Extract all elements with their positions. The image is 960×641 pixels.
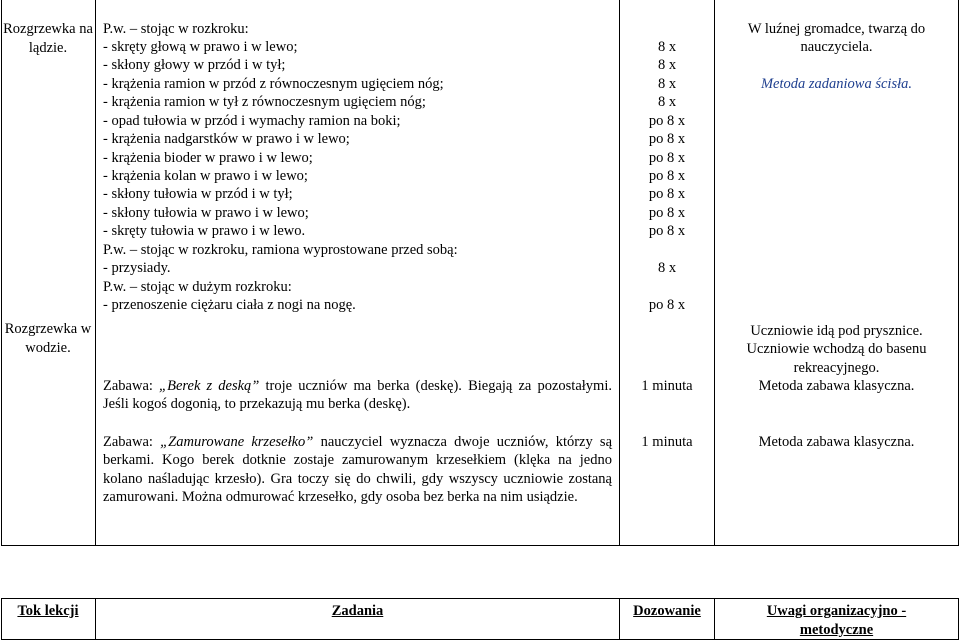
dosage-value: 1 minuta <box>641 378 693 394</box>
table-border-bottom <box>1 545 959 546</box>
task-line: - krążenia nadgarstków w prawo i w lewo; <box>103 131 350 147</box>
note-method: Metoda zadaniowa ścisła. <box>760 76 913 92</box>
header-uwagi: Uwagi organizacyjno - <box>766 603 907 619</box>
dosage-value: 8 x <box>657 39 677 55</box>
dosage-value: 8 x <box>657 57 677 73</box>
game-prefix: Zabawa: <box>103 378 160 394</box>
dosage-value: po 8 x <box>648 205 686 221</box>
dosage-value: po 8 x <box>648 168 686 184</box>
task-line: - skłony głowy w przód i w tył; <box>103 57 286 73</box>
dosage-value: 1 minuta <box>641 434 693 450</box>
dosage-value: po 8 x <box>648 297 686 313</box>
note-method: Metoda zabawa klasyczna. <box>758 378 915 394</box>
game-text: nauczyciel wyznacza dwoje uczniów, którzy są berkami. Kogo berek dotknie zostaje zamurowanym krzesełkiem (klęka na jedno kolano naśladując krzesło). Gra toczy się do chwili, gdy wszyscy uczniowie zostaną zamurowani. Można odmurować krzesełko, gdy osoba bez berka na nim usiądzie. <box>103 434 612 505</box>
footer-border-right <box>958 598 959 640</box>
game-name: „Berek z deską” <box>159 378 260 394</box>
task-line: P.w. – stojąc w rozkroku, ramiona wyprostowane przed sobą: <box>103 242 458 258</box>
task-line: - skłony tułowia w prawo i w lewo; <box>103 205 309 221</box>
header-dozowanie: Dozowanie <box>633 603 701 619</box>
dosage-value: po 8 x <box>648 186 686 202</box>
game-krzeselko-description <box>103 433 612 506</box>
dosage-value: 8 x <box>657 94 677 110</box>
task-line: - przenoszenie ciężaru ciała z nogi na nogę. <box>103 297 356 313</box>
note-line: Uczniowie idą pod prysznice. <box>750 323 923 339</box>
header-zadania: Zadania <box>331 603 384 619</box>
table-divider-1 <box>95 0 96 546</box>
dosage-value: po 8 x <box>648 131 686 147</box>
footer-border-top <box>1 598 959 599</box>
dosage-value: 8 x <box>657 260 677 276</box>
dosage-value: po 8 x <box>648 150 686 166</box>
table-border-left <box>1 0 2 546</box>
game-name: „Zamurowane krzesełko” <box>160 434 314 450</box>
task-line: - krążenia ramion w przód z równoczesnym ugięciem nóg; <box>103 76 444 92</box>
table-border-right <box>958 0 959 546</box>
dosage-value: 8 x <box>657 76 677 92</box>
phase-cell: Rozgrzewka na lądzie. <box>3 21 93 56</box>
note-line: W luźnej gromadce, twarzą do <box>747 21 926 37</box>
header-tok-lekcji: Tok lekcji <box>17 603 79 619</box>
note-line: Uczniowie wchodzą do basenu <box>746 341 927 357</box>
task-line: - krążenia bioder w prawo i w lewo; <box>103 150 313 166</box>
dosage-value: po 8 x <box>648 113 686 129</box>
dosage-value: po 8 x <box>648 223 686 239</box>
header-uwagi-line2: metodyczne <box>799 622 874 638</box>
note-method: Metoda zabawa klasyczna. <box>758 434 915 450</box>
task-line: - przysiady. <box>103 260 171 276</box>
task-line: P.w. – stojąc w rozkroku: <box>103 21 249 37</box>
note-line: nauczyciela. <box>800 39 873 55</box>
game-text: troje uczniów ma berka (deskę). Biegają za pozostałymi. Jeśli kogoś dogonią, to przekazują mu berka (deskę). <box>103 378 612 413</box>
task-line: - skręty tułowia w prawo i w lewo. <box>103 223 306 239</box>
note-line: rekreacyjnego. <box>793 360 880 376</box>
game-prefix: Zabawa: <box>103 434 161 450</box>
task-line: - krążenia kolan w prawo i w lewo; <box>103 168 308 184</box>
phase-cell: Rozgrzewka w wodzie. <box>4 321 92 356</box>
task-line: P.w. – stojąc w dużym rozkroku: <box>103 279 292 295</box>
task-line: - krążenia ramion w tył z równoczesnym ugięciem nóg; <box>103 94 426 110</box>
task-line: - opad tułowia w przód i wymachy ramion na boki; <box>103 113 401 129</box>
task-line: - skłony tułowia w przód i w tył; <box>103 186 293 202</box>
game-berek-description <box>103 377 612 414</box>
task-line: - skręty głową w prawo i w lewo; <box>103 39 298 55</box>
